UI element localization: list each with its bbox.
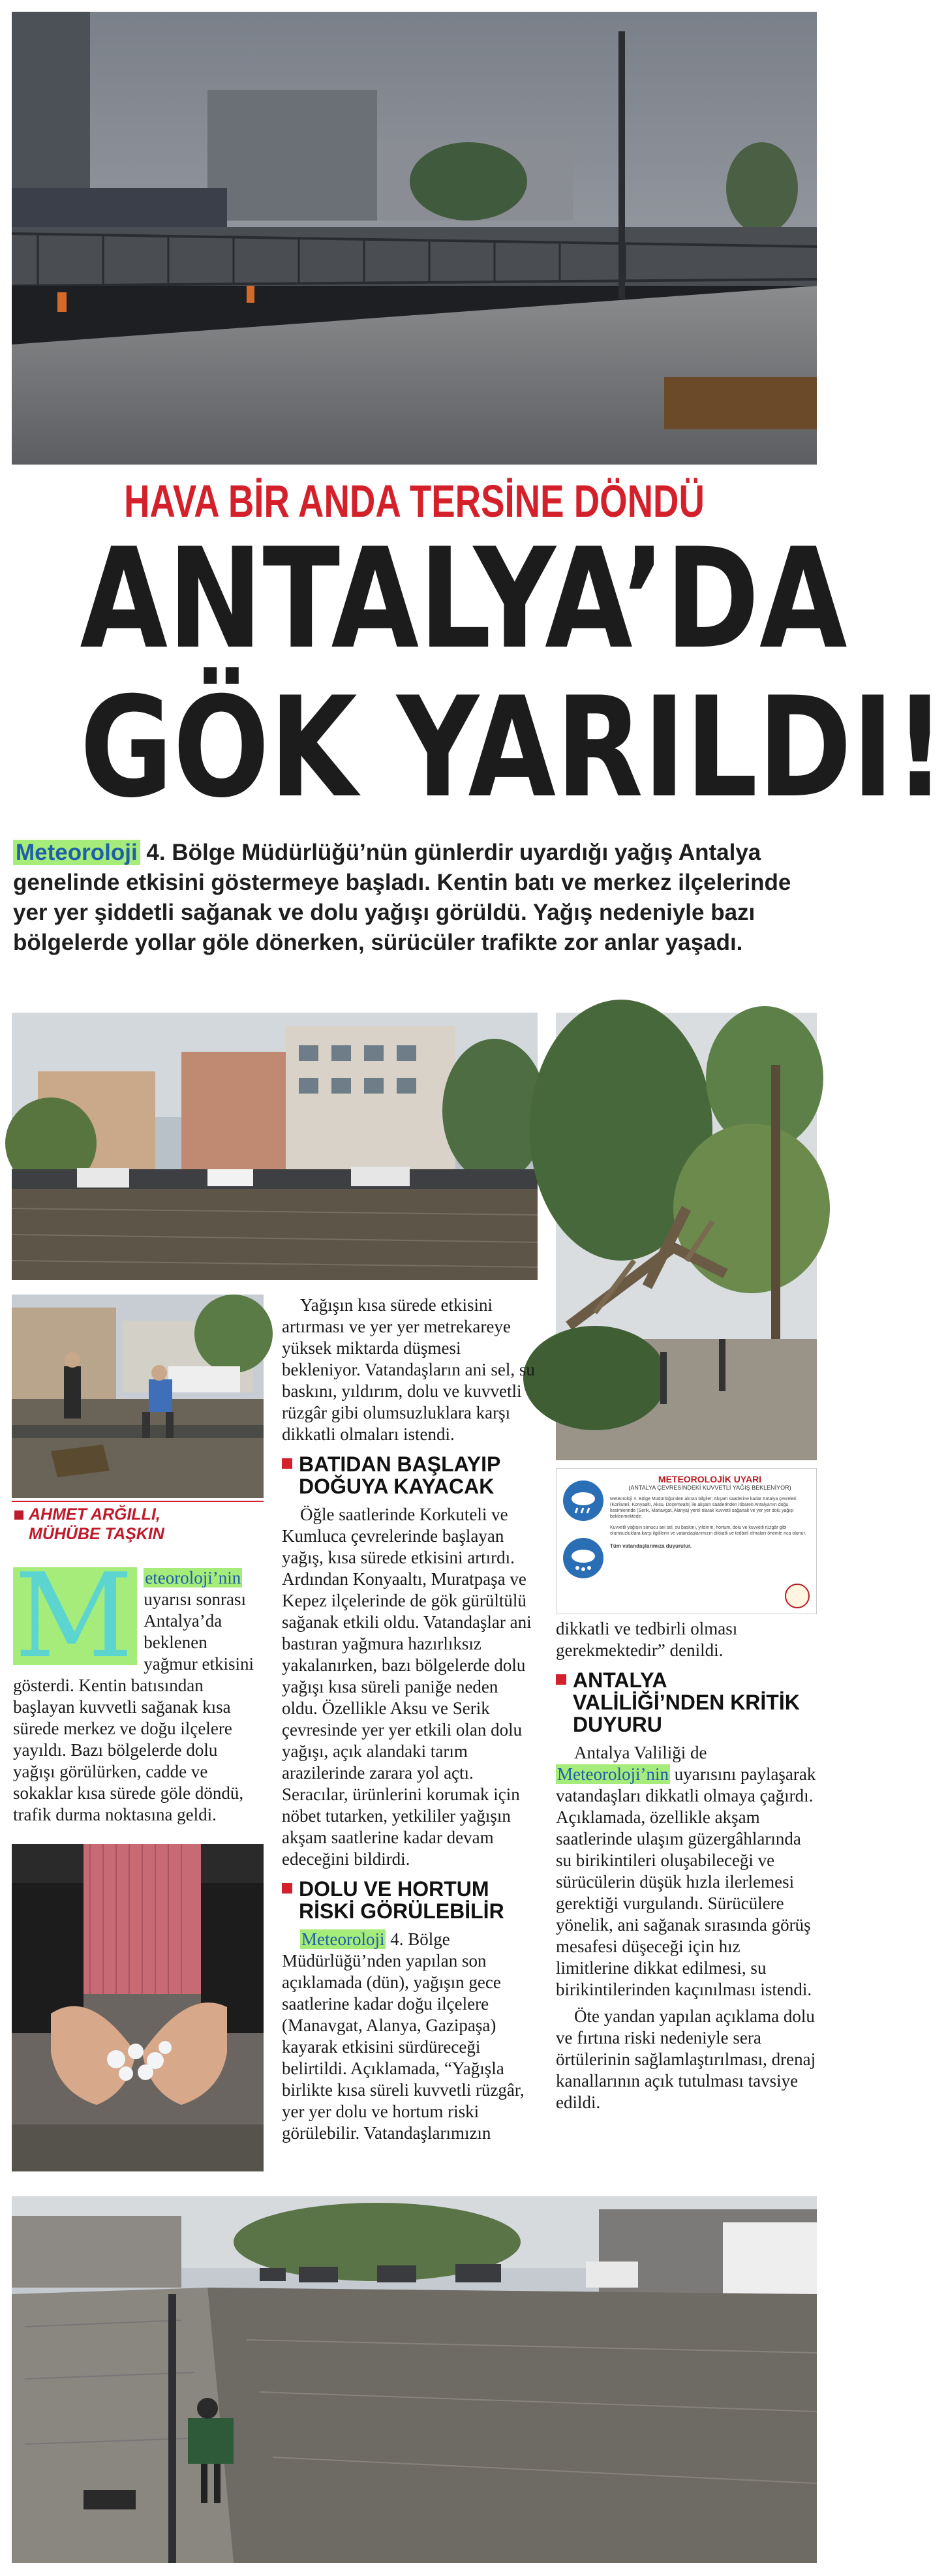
warning-footer: Tüm vatandaşlarımıza duyurulur. — [610, 1543, 692, 1549]
right-paragraph-1a: Antalya Valiliği de — [574, 1743, 707, 1762]
warning-subtitle: (ANTALYA ÇEVRESİNDEKİ KUVVETLİ YAĞIŞ BEKLENİYOR) — [628, 1484, 791, 1491]
left-col-highlight: eteoroloji’nin — [145, 1568, 241, 1587]
author-byline — [14, 1505, 262, 1544]
cloud-rain-icon — [563, 1480, 603, 1521]
photo-flooded-street — [12, 1013, 538, 1280]
subhead-batidan — [282, 1453, 538, 1497]
author-line-1: AHMET ARĞILLI, — [29, 1505, 160, 1524]
meteorological-warning-notice — [556, 1468, 817, 1614]
subhead-bullet — [282, 1883, 292, 1894]
byline-bullet — [14, 1510, 23, 1520]
subhead-batidan-text: BATIDAN BAŞLAYIP DOĞUYA KAYACAK — [299, 1452, 500, 1498]
warning-body-2: Kuvvetli yağışın sonucu ani sel, su baskını, yıldırım, hortum, dolu ve kuvvetli rüzgâr gibi olumsuzluklara karşı ilgililerin ve vatandaşlarımızın dikkatli ve tedbirli olmaları önemle rica olunur. — [610, 1526, 806, 1536]
left-col-text: uyarısı sonrası Antalya’da beklenen yağmur etkisini gösterdi. Kentin batısından başlayan kuvvetli sağanak kısa sürede merkez ve doğu ilçelere yayıldı. Bazı bölgelerde dolu yağışı görülürken, cadde ve sokaklar kısa sürede göle döndü, trafik durma noktasına geldi. — [13, 1589, 254, 1824]
mid-paragraph-1: Yağışın kısa sürede etkisini artırması ve yer yer metrekareye yüksek miktarda düşmesi bekleniyor. Vatandaşların ani sel, su baskını, yıldırım, dolu ve kuvvetli rüzgâr gibi olumsuzluklara karşı dikkatli olmaları istendi. — [282, 1295, 535, 1444]
right-paragraph-2: Öte yandan yapılan açıklama dolu ve fırtına riski nedeniyle sera örtülerinin sağlamlaştırılması, drenaj kanallarının açık tutulması tavsiye edildi. — [556, 2006, 816, 2112]
subhead-bullet — [556, 1674, 566, 1685]
lead-text: 4. Bölge Müdürlüğü’nün günlerdir uyardığı yağış Antalya genelinde etkisini göstermeye başladı. Kentin batı ve merkez ilçelerinde yer yer şiddetli sağanak ve dolu yağışı görüldü. Yağış nedeniyle bazı bölgelerde yollar göle dönerken, sürücüler trafikte zor anlar yaşadı. — [13, 840, 791, 955]
hail-icon — [563, 1538, 603, 1578]
right-highlight: Meteoroloji’nin — [557, 1764, 669, 1784]
photo-fallen-tree — [556, 1013, 817, 1460]
subhead-valilik-text: ANTALYA VALİLİĞİ’NDEN KRİTİK DUYURU — [573, 1668, 800, 1736]
mid-paragraph-2: Öğle saatlerinde Korkuteli ve Kumluca çevrelerinde başlayan yağış, kısa sürede etkisini artırdı. Ardından Konyaaltı, Muratpaşa ve Kepez ilçelerinde de gök gürültülü sağanak etkili oldu. Vatandaşlar ani bastıran yağmura hazırlıksız yakalanırken, bazı bölgelerde dolu yağışı kısa süreli paniğe neden oldu. Özellikle Aksu ve Serik çevresinde yer yer etkili olan dolu yağışı, açık alandaki tarım arazilerinde zarara yol açtı. Seracılar, ürünlerini korumak için nöbet tutarken, yetkililer yağışın akşam saatlerine kadar devam edeceğini bildirdi. — [282, 1505, 532, 1869]
kicker: HAVA BİR ANDA TERSİNE DÖNDÜ — [124, 476, 705, 527]
author-line-2: MÜHÜBE TAŞKIN — [29, 1525, 164, 1543]
left-column-text — [13, 1548, 261, 1826]
right-paragraph-0: dikkatli ve tedbirli olması gerekmektedir” denildi. — [556, 1619, 738, 1660]
lead-highlight: Meteoroloji — [13, 840, 140, 865]
right-paragraph-1b: uyarısını paylaşarak vatandaşları dikkatli olmaya çağırdı. Açıklamada, özellikle akşam saatlerinde ulaşım güzergâhlarında su birikintileri oluşabileceği ve sürücülerin düşük hızla ilerlemesi gerektiği vurgulandı. Sürücülere yönelik, ani sağanak sırasında görüş mesafesi düşeceği için hız limitlerine dikkat edilmesi, su birikintilerinden kaçınılması istendi. — [556, 1764, 816, 1999]
photo-divider — [12, 1501, 264, 1502]
right-column — [556, 1618, 817, 2113]
middle-column — [282, 1295, 538, 2144]
top-photo-rainy-street — [12, 12, 817, 465]
headline-line-2: GÖK YARILDI! — [80, 667, 946, 828]
mid-highlight: Meteoroloji — [301, 1929, 385, 1949]
subhead-valilik — [556, 1669, 817, 1736]
subhead-bullet — [282, 1458, 292, 1469]
photo-hailstones-hands — [12, 1844, 264, 2171]
governorate-seal-icon — [785, 1584, 810, 1608]
subhead-dolu-text: DOLU VE HORTUM RİSKİ GÖRÜLEBİLİR — [299, 1877, 504, 1923]
warning-body-1: Meteoroloji 4. Bölge Müdürlüğünden alınan bilgiler; Akşam saatlerine kadar Antalya çevreleri (Korkuteli, Konyaaltı, Aksu, Döşemealtı) ile akşam saatlerinden itibaren Antalya'nın doğu kesimlerinde (Serik, Manavgat, Alanya) yerel olarak kuvvetli sağanak ve yer yer dolu yağışı beklenmektedir. — [610, 1497, 797, 1519]
dropcap-letter: M — [13, 1567, 137, 1665]
lead-paragraph — [13, 838, 816, 958]
mid-paragraph-3: 4. Bölge Müdürlüğü’nden yapılan son açıklamada (dün), yağışın gece saatlerine kadar doğu ilçelere (Manavgat, Alanya, Gazipaşa) kayarak etkisini sürdüreceği belirtildi. Açıklamada, “Yağışla birlikte kısa süreli kuvvetli rüzgâr, yer yer dolu ve hortum riski görülebilir. Vatandaşlarımızın — [282, 1929, 525, 2143]
bottom-photo-flooded-avenue — [12, 2196, 817, 2563]
warning-title: METEOROLOJİK UYARI — [658, 1474, 762, 1484]
headline-line-1: ANTALYA’DA — [80, 518, 847, 679]
subhead-dolu — [282, 1878, 538, 1922]
photo-street-cleaning — [12, 1295, 264, 1498]
